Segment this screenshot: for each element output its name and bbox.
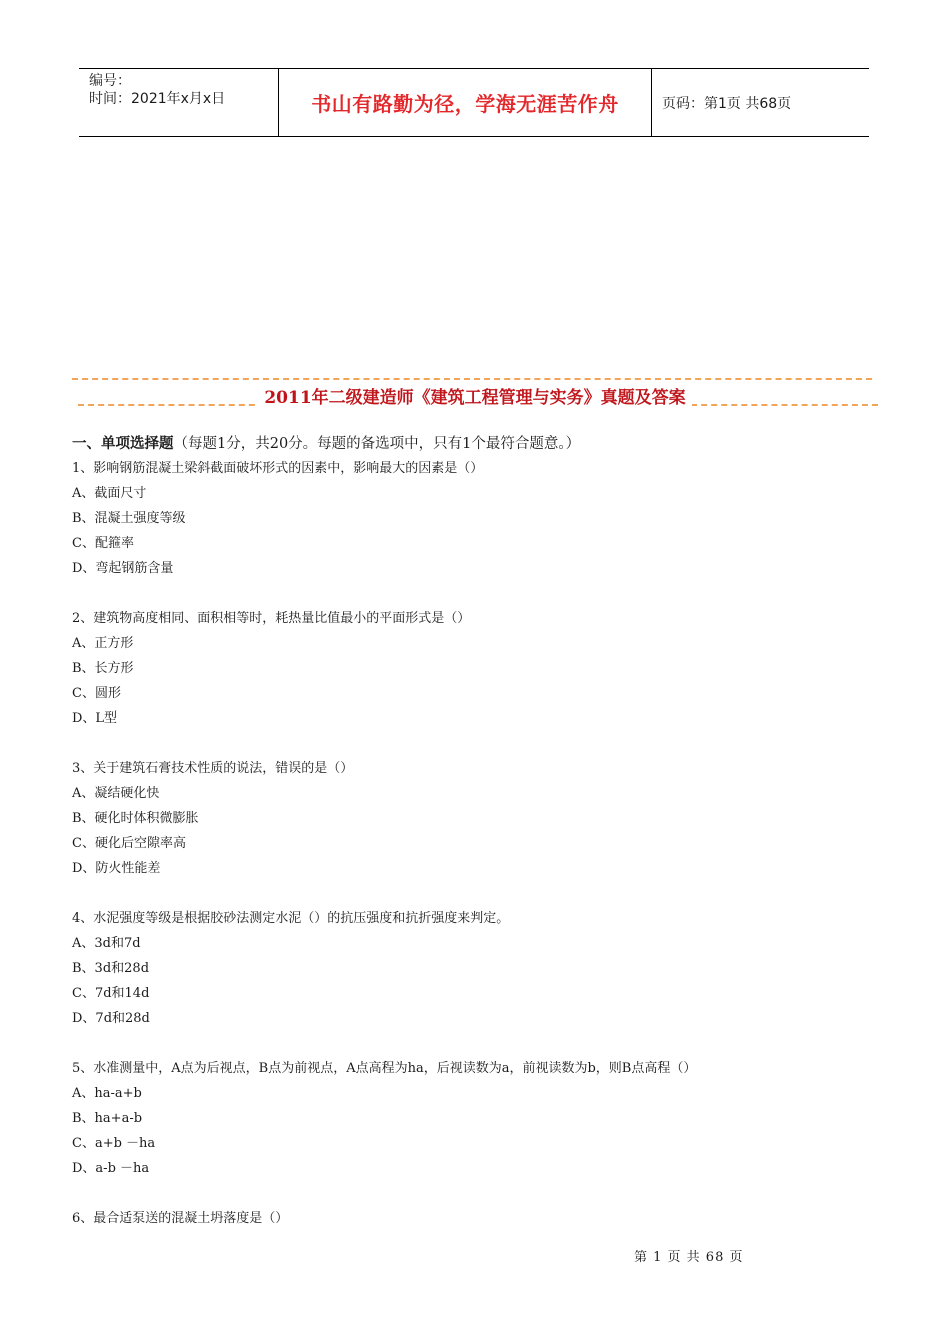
- question-stem: 2、建筑物高度相同、面积相等时，耗热量比值最小的平面形式是（）: [72, 611, 471, 626]
- number-label: 编号：: [89, 73, 131, 89]
- section-heading: [72, 432, 580, 453]
- question-6: [72, 1206, 872, 1231]
- question-1: [72, 456, 872, 581]
- page-label: 页码：第1页 共68页: [662, 95, 792, 112]
- option: A、3d和7d: [72, 936, 141, 951]
- question-stem: 4、水泥强度等级是根据胶砂法测定水泥（）的抗压强度和抗折强度来判定。: [72, 911, 510, 926]
- option: C、7d和14d: [72, 986, 150, 1001]
- section-note: （每题1分，共20分。每题的备选项中，只有1个最符合题意。）: [173, 436, 581, 452]
- question-2: [72, 606, 872, 731]
- option: A、截面尺寸: [72, 486, 147, 501]
- section-heading-text: 一、单项选择题: [72, 435, 174, 452]
- question-stem: 6、最合适泵送的混凝土坍落度是（）: [72, 1211, 289, 1226]
- motto: 书山有路勤为径，学海无涯苦作舟: [279, 69, 652, 136]
- option: C、圆形: [72, 686, 121, 701]
- option: B、3d和28d: [72, 961, 150, 976]
- document-title: 2011年二级建造师《建筑工程管理与实务》真题及答案: [258, 383, 691, 408]
- option: D、防火性能差: [72, 861, 161, 876]
- question-stem: 1、影响钢筋混凝土梁斜截面破坏形式的因素中，影响最大的因素是（）: [72, 461, 484, 476]
- question-5: [72, 1056, 872, 1181]
- document-title-wrap: [0, 383, 950, 408]
- option: D、7d和28d: [72, 1011, 150, 1026]
- time-label: 时间：2021年x月x日: [89, 91, 226, 107]
- page-footer: 第 1 页 共 68 页: [634, 1250, 744, 1265]
- option: C、配箍率: [72, 536, 134, 551]
- question-stem: 5、水准测量中，A点为后视点，B点为前视点，A点高程为ha，后视读数为a，前视读数为b，则B点高程（）: [72, 1061, 697, 1076]
- option: D、L型: [72, 711, 118, 726]
- header-table: [79, 68, 869, 137]
- question-4: [72, 906, 872, 1031]
- option: A、正方形: [72, 636, 134, 651]
- option: D、弯起钢筋含量: [72, 561, 174, 576]
- option: A、凝结硬化快: [72, 786, 160, 801]
- question-list: [72, 456, 872, 1231]
- option: B、长方形: [72, 661, 134, 676]
- option: C、硬化后空隙率高: [72, 836, 186, 851]
- option: D、a-b －ha: [72, 1161, 150, 1176]
- option: A、ha-a+b: [72, 1086, 142, 1101]
- header-left-cell: [79, 69, 279, 136]
- option: B、硬化时体积微膨胀: [72, 811, 199, 826]
- option: B、ha+a-b: [72, 1111, 143, 1126]
- dashed-divider-top: [72, 378, 872, 380]
- question-stem: 3、关于建筑石膏技术性质的说法，错误的是（）: [72, 761, 354, 776]
- question-3: [72, 756, 872, 881]
- option: C、a+b －ha: [72, 1136, 156, 1151]
- option: B、混凝土强度等级: [72, 511, 186, 526]
